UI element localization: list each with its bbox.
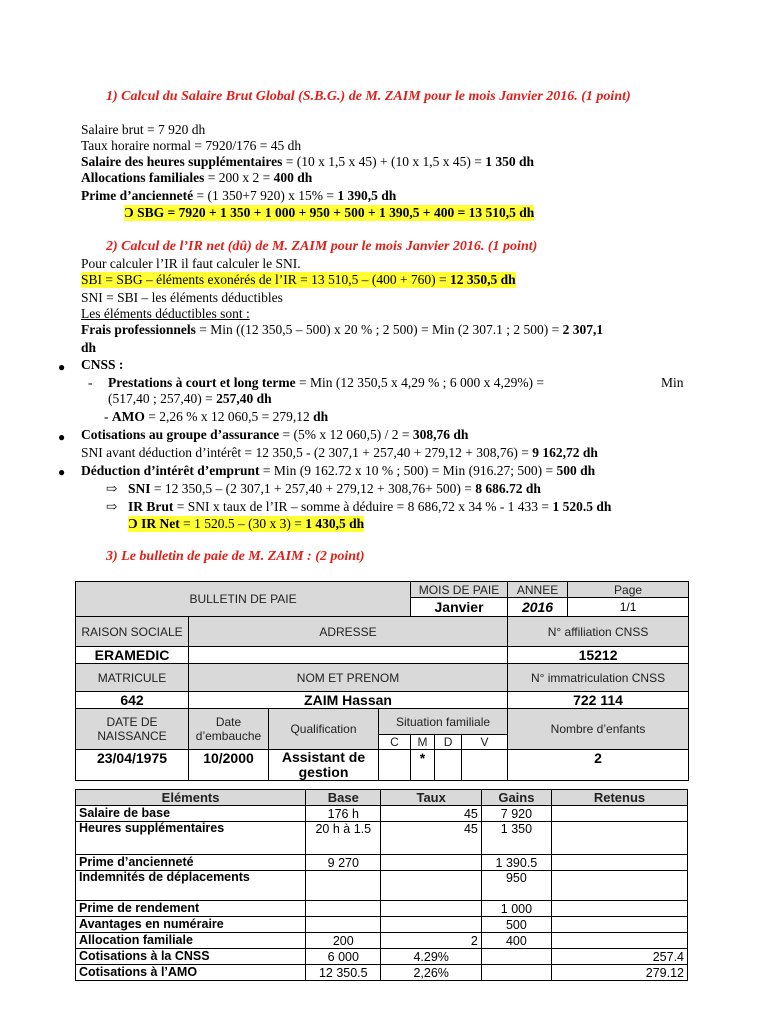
col-elements: Eléments (76, 790, 306, 806)
row-gains: 1 350 (481, 822, 551, 855)
page-label: Page (568, 582, 689, 598)
prestations-line: Prestations à court et long terme = Min (12 350,5 x 4,29 % ; 6 000 x 4,29%) = (108, 375, 545, 390)
taux-horaire-line: Taux horaire normal = 7920/176 = 45 dh (81, 138, 302, 153)
col-retenus: Retenus (551, 790, 687, 806)
prestations-result: (517,40 ; 257,40) = 257,40 dh (108, 391, 272, 406)
row-label: Heures supplémentaires (76, 822, 306, 855)
immatriculation-value: 722 114 (508, 692, 689, 709)
row-label: Indemnités de déplacements (76, 871, 306, 901)
row-taux: 4.29% (381, 949, 481, 965)
row-retenus (551, 917, 687, 933)
row-retenus (551, 855, 687, 871)
qualification-value: Assistant de gestion (269, 750, 379, 781)
sbi-line: SBI = SBG – éléments exonérés de l’IR = 13 510,5 – (400 + 760) = 12 350,5 dh (81, 272, 516, 287)
embauche-value: 10/2000 (189, 750, 269, 781)
sit-v-value (462, 750, 508, 781)
row-base (306, 901, 381, 917)
prime-anciennete-line: Prime d’ancienneté = (1 350+7 920) x 15% = 1 390,5 dh (81, 188, 397, 203)
salaire-brut-line: Salaire brut = 7 920 dh (81, 122, 206, 137)
row-retenus (551, 806, 687, 822)
sni-intro-line: Pour calculer l’IR il faut calculer le SNI. (81, 256, 301, 271)
row-taux: 2,26% (381, 965, 481, 981)
section-1-title: 1) Calcul du Salaire Brut Global (S.B.G.) de M. ZAIM pour le mois Janvier 2016. (1 point) (106, 89, 631, 104)
row-gains: 500 (481, 917, 551, 933)
row-base (306, 917, 381, 933)
table-row (76, 901, 688, 917)
row-retenus (551, 871, 687, 901)
row-base: 200 (306, 933, 381, 949)
nom-value: ZAIM Hassan (189, 692, 508, 709)
deduction-interet-line: Déduction d’intérêt d’emprunt = Min (9 162.72 x 10 % ; 500) = Min (916.27; 500) = 500 dh (81, 463, 596, 478)
arrow-icon: ⇨ (106, 481, 118, 496)
annee-label: ANNEE (508, 582, 568, 598)
immatriculation-label: N° immatriculation CNSS (508, 664, 689, 692)
sit-m-value: * (411, 750, 435, 781)
table-row (76, 917, 688, 933)
row-gains (481, 965, 551, 981)
frais-pro-unit: dh (81, 340, 97, 355)
mois-value: Janvier (411, 598, 508, 617)
ir-brut-line: IR Brut = SNI x taux de l’IR – somme à déduire = 8 686,72 x 34 % - 1 433 = 1 520.5 dh (128, 499, 612, 514)
affiliation-value: 15212 (508, 647, 689, 664)
row-base: 6 000 (306, 949, 381, 965)
row-base (306, 871, 381, 901)
table-row (76, 871, 688, 901)
row-label: Salaire de base (76, 806, 306, 822)
table-row (76, 965, 688, 981)
row-gains: 950 (481, 871, 551, 901)
row-label: Prime d’ancienneté (76, 855, 306, 871)
table-row (76, 806, 688, 822)
table-row (76, 822, 688, 855)
heures-sup-line: Salaire des heures supplémentaires = (10 x 1,5 x 45) + (10 x 1,5 x 45) = 1 350 dh (81, 154, 534, 169)
row-label: Prime de rendement (76, 901, 306, 917)
sni-final-line: SNI = 12 350,5 – (2 307,1 + 257,40 + 279,12 + 308,76+ 500) = 8 686.72 dh (128, 481, 541, 496)
amo-line: - AMO = 2,26 % x 12 060,5 = 279,12 dh (104, 409, 329, 424)
row-label: Cotisations à la CNSS (76, 949, 306, 965)
elements-deductibles-line: Les éléments déductibles sont : (81, 306, 250, 321)
sni-def-line: SNI = SBI – les éléments déductibles (81, 290, 283, 305)
row-base: 20 h à 1.5 (306, 822, 381, 855)
sit-v: V (462, 735, 508, 750)
enfants-label: Nombre d’enfants (508, 709, 689, 750)
elements-table (75, 789, 688, 981)
row-retenus: 257.4 (551, 949, 687, 965)
row-base: 12 350.5 (306, 965, 381, 981)
adresse-label: ADRESSE (189, 617, 508, 647)
col-base: Base (306, 790, 381, 806)
enfants-value: 2 (508, 750, 689, 781)
cotisations-assurance-line: Cotisations au groupe d’assurance = (5% x 12 060,5) / 2 = 308,76 dh (81, 427, 469, 442)
row-taux: 45 (381, 822, 481, 855)
frais-pro-line: Frais professionnels = Min ((12 350,5 – 500) x 20 % ; 2 500) = Min (2 307.1 ; 2 500) = 2 307,1 (81, 322, 604, 337)
prestations-min: Min (661, 375, 684, 390)
row-gains: 7 920 (481, 806, 551, 822)
row-taux (381, 871, 481, 901)
bulletin-header-table (75, 581, 689, 781)
nom-label: NOM ET PRENOM (189, 664, 508, 692)
elements-header-row (76, 790, 688, 806)
situation-label: Situation familiale (379, 709, 508, 735)
qualification-label: Qualification (269, 709, 379, 750)
adresse-value (189, 647, 508, 664)
table-row (76, 949, 688, 965)
sit-c-value (379, 750, 411, 781)
row-taux: 45 (381, 806, 481, 822)
naissance-value: 23/04/1975 (76, 750, 189, 781)
section-3-title: 3) Le bulletin de paie de M. ZAIM : (2 point) (106, 549, 365, 564)
row-base: 9 270 (306, 855, 381, 871)
bullet-icon: ● (58, 360, 66, 374)
row-gains (481, 949, 551, 965)
mois-label: MOIS DE PAIE (411, 582, 508, 598)
sni-avant-line: SNI avant déduction d’intérêt = 12 350,5 - (2 307,1 + 257,40 + 279,12 + 308,76) = 9 162,72 dh (81, 445, 598, 460)
row-retenus (551, 822, 687, 855)
sit-c: C (379, 735, 411, 750)
row-label: Cotisations à l’AMO (76, 965, 306, 981)
row-gains: 1 390.5 (481, 855, 551, 871)
row-gains: 400 (481, 933, 551, 949)
sit-d-value (435, 750, 462, 781)
row-gains: 1 000 (481, 901, 551, 917)
row-taux (381, 855, 481, 871)
matricule-value: 642 (76, 692, 189, 709)
row-label: Avantages en numéraire (76, 917, 306, 933)
row-retenus (551, 901, 687, 917)
sit-d: D (435, 735, 462, 750)
sbg-result: Ͻ SBG = 7920 + 1 350 + 1 000 + 950 + 500 + 1 390,5 + 400 = 13 510,5 dh (124, 205, 535, 220)
row-retenus: 279.12 (551, 965, 687, 981)
embauche-label: Date d’embauche (189, 709, 269, 750)
col-taux: Taux (381, 790, 481, 806)
dash-icon: - (88, 375, 93, 390)
bulletin-title: BULLETIN DE PAIE (76, 582, 411, 617)
allocations-line: Allocations familiales = 200 x 2 = 400 dh (81, 170, 313, 185)
row-label: Allocation familiale (76, 933, 306, 949)
row-taux (381, 917, 481, 933)
bullet-icon: ● (58, 430, 66, 444)
raison-label: RAISON SOCIALE (76, 617, 189, 647)
table-row (76, 855, 688, 871)
raison-value: ERAMEDIC (76, 647, 189, 664)
sit-m: M (411, 735, 435, 750)
table-row (76, 933, 688, 949)
col-gains: Gains (481, 790, 551, 806)
row-taux: 2 (381, 933, 481, 949)
page-value: 1/1 (568, 598, 689, 617)
row-base: 176 h (306, 806, 381, 822)
bullet-icon: ● (58, 465, 66, 479)
row-taux (381, 901, 481, 917)
section-2-title: 2) Calcul de l’IR net (dû) de M. ZAIM pour le mois Janvier 2016. (1 point) (106, 239, 538, 254)
ir-net-result: Ͻ IR Net = 1 520.5 – (30 x 3) = 1 430,5 dh (128, 516, 365, 531)
row-retenus (551, 933, 687, 949)
arrow-icon: ⇨ (106, 499, 118, 514)
annee-value: 2016 (508, 598, 568, 617)
cnss-heading: CNSS : (81, 357, 124, 372)
naissance-label: DATE DE NAISSANCE (76, 709, 189, 750)
matricule-label: MATRICULE (76, 664, 189, 692)
affiliation-label: N° affiliation CNSS (508, 617, 689, 647)
